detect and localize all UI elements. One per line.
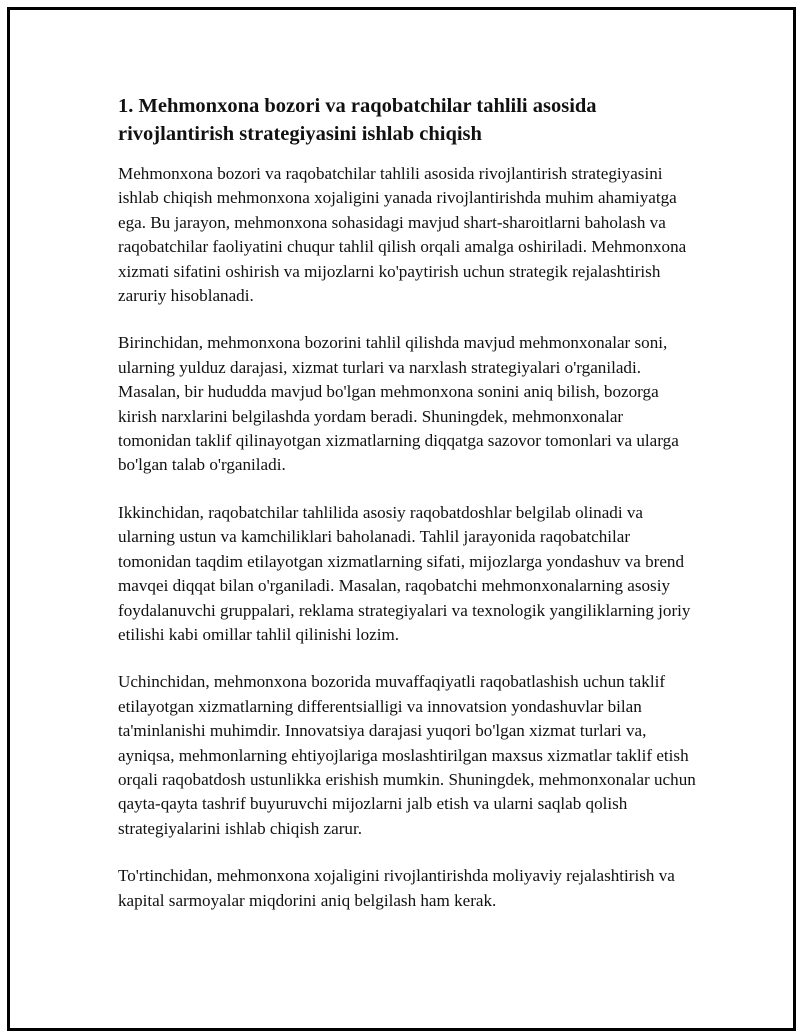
section-heading: 1. Mehmonxona bozori va raqobatchilar tahlili asosida rivojlantirish strategiyasini ishlab chiqish: [118, 95, 597, 145]
paragraph-fourth-point: To'rtinchidan, mehmonxona xojaligini rivojlantirishda moliyaviy rejalashtirish va kapital sarmoyalar miqdorini aniq belgilash ham kerak.: [118, 866, 675, 910]
paragraph-first-point: Birinchidan, mehmonxona bozorini tahlil qilishda mavjud mehmonxonalar soni, ularning yulduz darajasi, xizmat turlari va narxlash strategiyalari o'rganiladi. Masalan, bir hududda mavjud bo'lgan mehmonxona sonini aniq bilish, bozorga kirish narxlarini belgilashda yordam beradi. Shuningdek, mehmonxonalar tomonidan taklif qilinayotgan xizmatlarning diqqatga sazovor tomonlari va ularga bo'lgan talab o'rganiladi.: [118, 333, 679, 475]
paragraph-third-point: Uchinchidan, mehmonxona bozorida muvaffaqiyatli raqobatlashish uchun taklif etilayotgan xizmatlarning differentsialligi va innovatsion yondashuvlar bilan ta'minlanishi muhimdir. Innovatsiya darajasi yuqori bo'lgan xizmat turlari va, ayniqsa, mehmonlarning ehtiyojlariga moslashtirilgan maxsus xizmatlar taklif etish orqali raqobatdosh ustunlikka erishish mumkin. Shuningdek, mehmonxonalar uchun qayta-qayta tashrif buyuruvchi mijozlarni jalb etish va ularni saqlab qolish strategiyalarini ishlab chiqish zarur.: [118, 672, 696, 838]
document-body: [118, 92, 698, 936]
paragraph-second-point: Ikkinchidan, raqobatchilar tahlilida asosiy raqobatdoshlar belgilab olinadi va ularning ustun va kamchiliklari baholanadi. Tahlil jarayonida raqobatchilar tomonidan taqdim etilayotgan xizmatlarning sifati, mijozlarga yondashuv va brend mavqei diqqat bilan o'rganiladi. Masalan, raqobatchi mehmonxonalarning asosiy foydalanuvchi gruppalari, reklama strategiyalari va texnologik yangiliklarning joriy etilishi kabi omillar tahlil qilinishi lozim.: [118, 502, 691, 644]
paragraph-intro: Mehmonxona bozori va raqobatchilar tahlili asosida rivojlantirish strategiyasini ishlab chiqish mehmonxona xojaligini yanada rivojlantirishda muhim ahamiyatga ega. Bu jarayon, mehmonxona sohasidagi mavjud shart-sharoitlarni baholash va raqobatchilar faoliyatini chuqur tahlil qilish orqali amalga oshiriladi. Mehmonxona xizmati sifatini oshirish va mijozlarni ko'paytirish uchun strategik rejalashtirish zaruriy hisoblanadi.: [118, 164, 687, 306]
